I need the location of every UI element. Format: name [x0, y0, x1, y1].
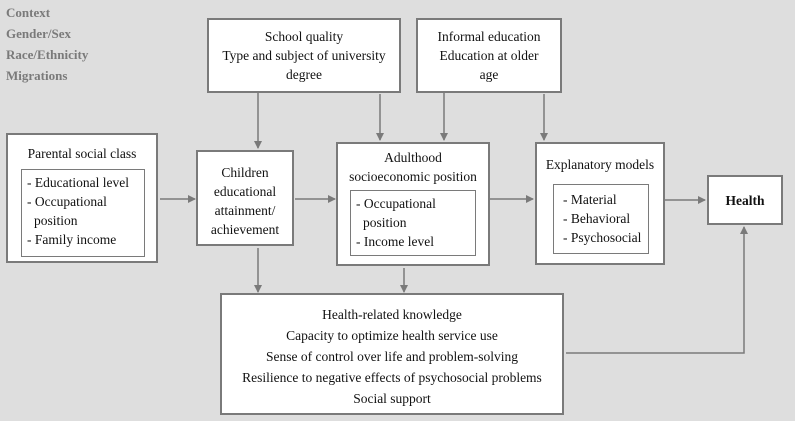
- children-line-3: attainment/: [214, 203, 276, 218]
- school-quality-subtitle-2: degree: [286, 67, 322, 82]
- children-attainment-box: [196, 150, 294, 246]
- health-label: Health: [725, 193, 765, 208]
- explanatory-items-box: [553, 184, 649, 254]
- mediator-sense-of-control: Sense of control over life and problem-solving: [266, 349, 518, 364]
- explanatory-item-behavioral: - Behavioral: [563, 211, 631, 226]
- children-line-4: achievement: [210, 222, 280, 237]
- school-quality-box: [207, 18, 401, 93]
- school-quality-subtitle-1: Type and subject of university: [222, 48, 386, 63]
- parental-items-box: [21, 169, 145, 257]
- explanatory-title: Explanatory models: [545, 157, 655, 172]
- school-quality-title: School quality: [264, 29, 344, 44]
- informal-education-subtitle-1: Education at older: [439, 48, 539, 63]
- mediator-resilience: Resilience to negative effects of psychosocial problems: [242, 370, 542, 385]
- context-label: [6, 2, 88, 86]
- mediator-knowledge: Health-related knowledge: [322, 307, 462, 322]
- explanatory-models-box: [535, 142, 665, 265]
- adulthood-title-1: Adulthood: [384, 150, 442, 165]
- informal-education-title: Informal education: [437, 29, 541, 44]
- adulthood-item-occupation: - Occupational position: [356, 196, 436, 230]
- health-box: [707, 175, 783, 225]
- adulthood-item-income: - Income level: [356, 234, 434, 249]
- parental-item-occupation: - Occupational position: [27, 194, 107, 228]
- explanatory-item-psychosocial: - Psychosocial: [563, 230, 642, 245]
- adulthood-items-box: [350, 190, 476, 256]
- adulthood-title-2: socioeconomic position: [349, 169, 477, 184]
- mediator-social-support: Social support: [353, 391, 431, 406]
- context-line-1: Context: [6, 5, 51, 20]
- adulthood-position-box: [336, 142, 490, 266]
- informal-education-subtitle-2: age: [479, 67, 499, 82]
- mediator-service-use: Capacity to optimize health service use: [286, 328, 498, 343]
- children-line-1: Children: [221, 165, 269, 180]
- parental-item-education: - Educational level: [27, 175, 129, 190]
- parental-item-income: - Family income: [27, 232, 117, 247]
- parental-title: Parental social class: [27, 146, 137, 161]
- explanatory-item-material: - Material: [563, 192, 617, 207]
- context-line-3: Race/Ethnicity: [6, 47, 89, 62]
- parental-social-class-box: [6, 133, 158, 263]
- mediators-box: [220, 293, 564, 415]
- context-line-4: Migrations: [6, 68, 68, 83]
- informal-education-box: [416, 18, 562, 93]
- children-line-2: educational: [213, 184, 277, 199]
- context-line-2: Gender/Sex: [6, 26, 71, 41]
